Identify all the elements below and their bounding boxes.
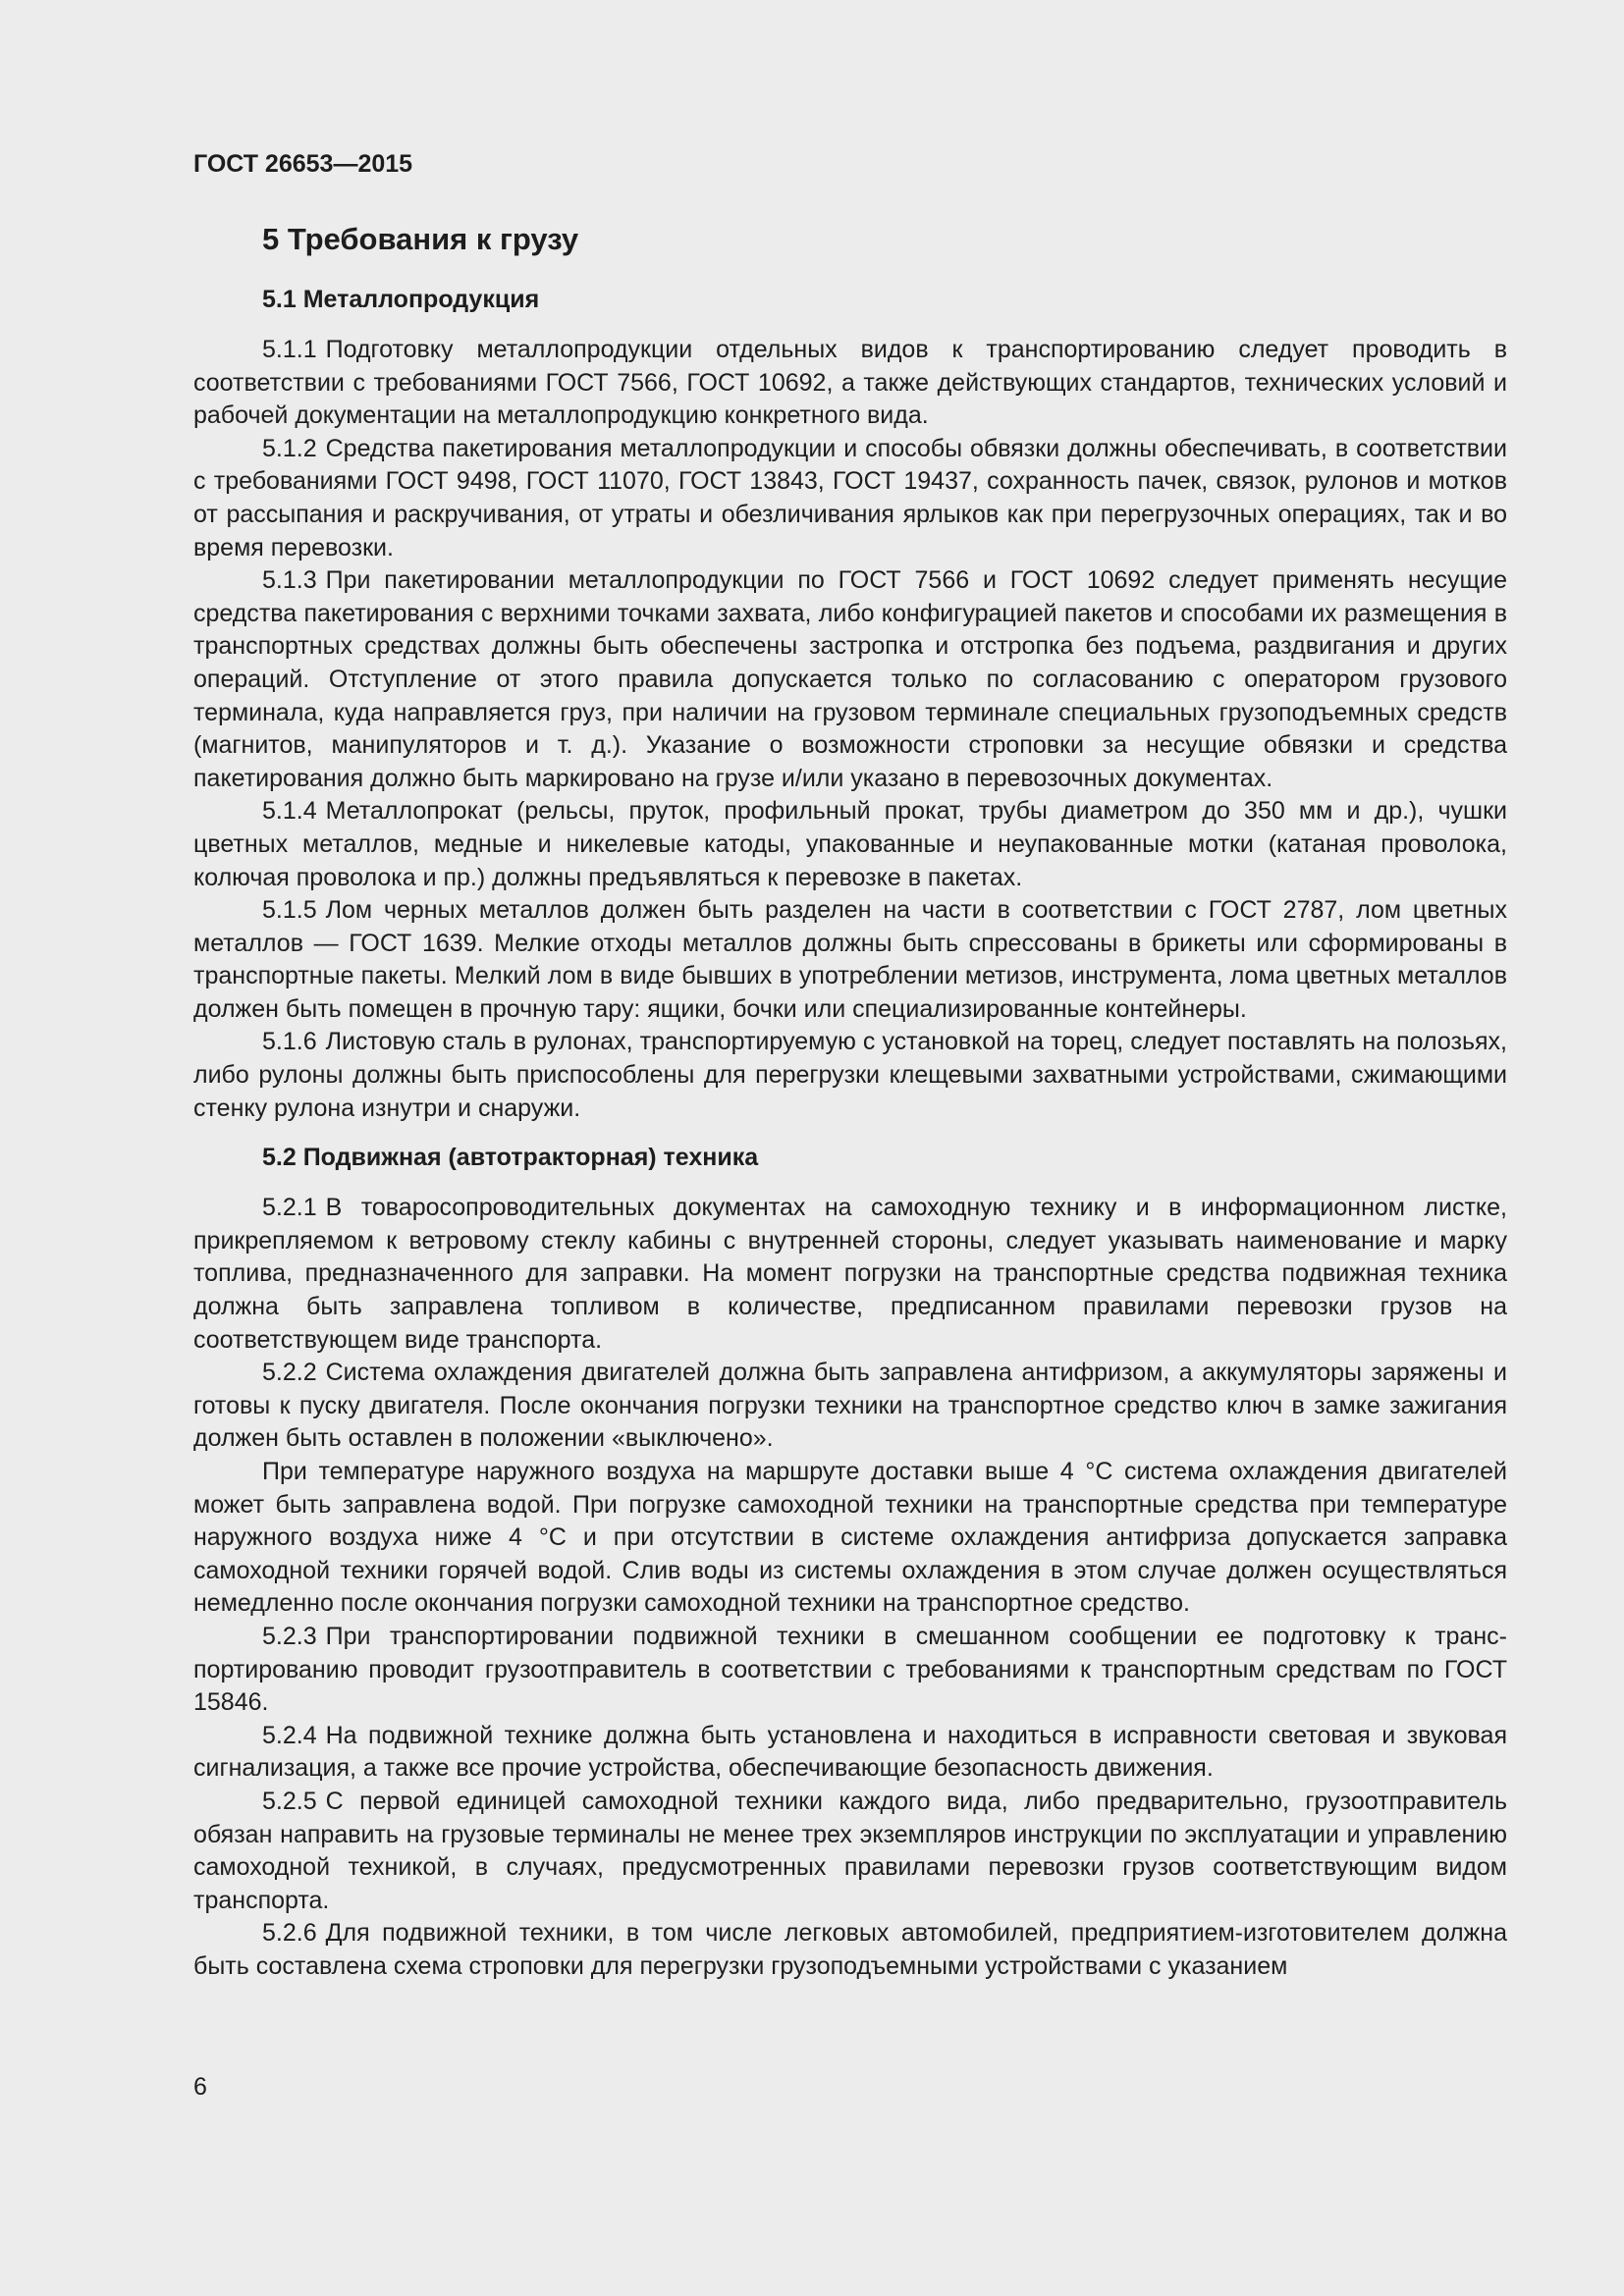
paragraph-5-2-6: 5.2.6 Для подвижной техники, в том числе легковых автомобилей, предприятием-изготовителем должна быть составлена схема строповки для перегрузки грузоподъемными устройствами с указанием <box>193 1919 1507 1980</box>
paragraph-5-1-1: 5.1.1 Подготовку металлопродукции отдельных видов к транспортированию следует проводить в соответствии с требованиями ГОСТ 7566, ГОСТ 10692, а также действующих стандартов, технических условий и рабочей документации на металлопродукцию конкретного вида. <box>193 336 1507 430</box>
paragraph-5-2-2: 5.2.2 Система охлаждения двигателей должна быть заправлена антифризом, а аккумуляторы заряжены и готовы к пуску двигателя. После окончания погрузки техники на транспортное средство ключ в замке зажигания должен быть оставлен в положении «выключено». <box>193 1359 1507 1453</box>
subsection-5-1-body <box>193 334 1507 1125</box>
document-page <box>193 147 1507 1984</box>
paragraph-5-1-2: 5.1.2 Средства пакетирования металлопродукции и способы обвязки должны обеспечивать, в соответствии с требованиями ГОСТ 9498, ГОСТ 11070, ГОСТ 13843, ГОСТ 19437, сохранность пачек, связок, рулонов и мотков от рассыпания и раскручивания, от утраты и обезличивания ярлыков как при перегрузочных операциях, так и во время перевозки. <box>193 434 1507 561</box>
paragraph-5-2-1: 5.2.1 В товаросопроводительных документах на самоходную технику и в информационном листке, прикрепляемом к ветровому стеклу кабины с внутренней стороны, следует указывать наименование и марку топлива, предназначенного для заправки. На момент погрузки на транспортные средства подвижная техника должна быть заправлена топливом в количестве, предписанном правилами перевозки грузов на соответствующем виде транспорта. <box>193 1194 1507 1354</box>
paragraph-5-2-2-continued: При температуре наружного воздуха на маршруте доставки выше 4 °С система охлаждения двигателей может быть заправлена водой. При погрузке самоходной техники на транспортные средства при температуре наружного воздуха ниже 4 °С и при отсутствии в системе охлаждения антифриза допускается заправка самоходной техники горячей водой. Слив воды из системы охлаждения в этом случае должен осуществляться немедленно после окончания погрузки самоходной техники на транспортное средство. <box>193 1458 1507 1618</box>
section-title: 5 Требования к грузу <box>262 222 579 256</box>
paragraph-5-1-4: 5.1.4 Металлопрокат (рельсы, пруток, профильный прокат, трубы диаметром до 350 мм и др.), чушки цветных металлов, медные и никелевые катоды, упакованные и неупакованные мотки (катаная проволока, колючая проволока и пр.) должны предъявляться к перевозке в пакетах. <box>193 797 1507 891</box>
page-number: 6 <box>193 2073 207 2101</box>
paragraph-5-1-6: 5.1.6 Листовую сталь в рулонах, транспортируемую с установкой на торец, следует поставлять на полозьях, либо рулоны должны быть приспособлены для перегрузки клещевыми захватными устройствами, сжимающими стенку рулона изнутри и снаружи. <box>193 1028 1507 1122</box>
paragraph-5-2-4: 5.2.4 На подвижной технике должна быть установлена и находиться в исправности световая и звуковая сигнализация, а также все прочие устройства, обеспечивающие безопасность движения. <box>193 1721 1507 1783</box>
document-code: ГОСТ 26653—2015 <box>193 150 413 178</box>
paragraph-5-1-3: 5.1.3 При пакетировании металлопродукции по ГОСТ 7566 и ГОСТ 10692 следует применять несущие средства пакетирования с верхними точками захвата, либо конфигурацией пакетов и способами их размещения в транспортных средствах должны быть обеспечены застропка и отстропка без подъема, раздвигания и других операций. Отступление от этого правила допускается только по согласованию с оператором грузового терминала, куда направляется груз, при наличии на грузовом терминале специальных грузоподъемных средств (магнитов, манипуляторов и т. д.). Указание о возможности строповки за несущие обвязки и средства пакетирования должно быть маркировано на грузе и/или указано в перевозочных документах. <box>193 566 1507 792</box>
subsection-title-5-1: 5.1 Металлопродукция <box>262 286 540 313</box>
paragraph-5-2-3: 5.2.3 При транспортировании подвижной техники в смешанном сообщении ее подготовку к транспортированию проводит грузоотправитель в соответствии с требованиями к транспортным средствам по ГОСТ 15846. <box>193 1622 1507 1717</box>
subsection-title-5-2: 5.2 Подвижная (автотракторная) техника <box>262 1144 759 1172</box>
subsection-5-2-body <box>193 1192 1507 1983</box>
paragraph-5-2-5: 5.2.5 С первой единицей самоходной техники каждого вида, либо предварительно, грузоотправитель обязан направить на грузовые терминалы не менее трех экземпляров инструкции по эксплуатации и управлению самоходной техникой, в случаях, предусмотренных правилами перевозки грузов соответствующим видом транспорта. <box>193 1787 1507 1914</box>
paragraph-5-1-5: 5.1.5 Лом черных металлов должен быть разделен на части в соответствии с ГОСТ 2787, лом цветных металлов — ГОСТ 1639. Мелкие отходы металлов должны быть спрессованы в брикеты или сформированы в транспортные пакеты. Мелкий лом в виде бывших в употреблении метизов, инструмента, лома цветных металлов должен быть помещен в прочную тару: ящики, бочки или специализированные контейнеры. <box>193 896 1507 1023</box>
